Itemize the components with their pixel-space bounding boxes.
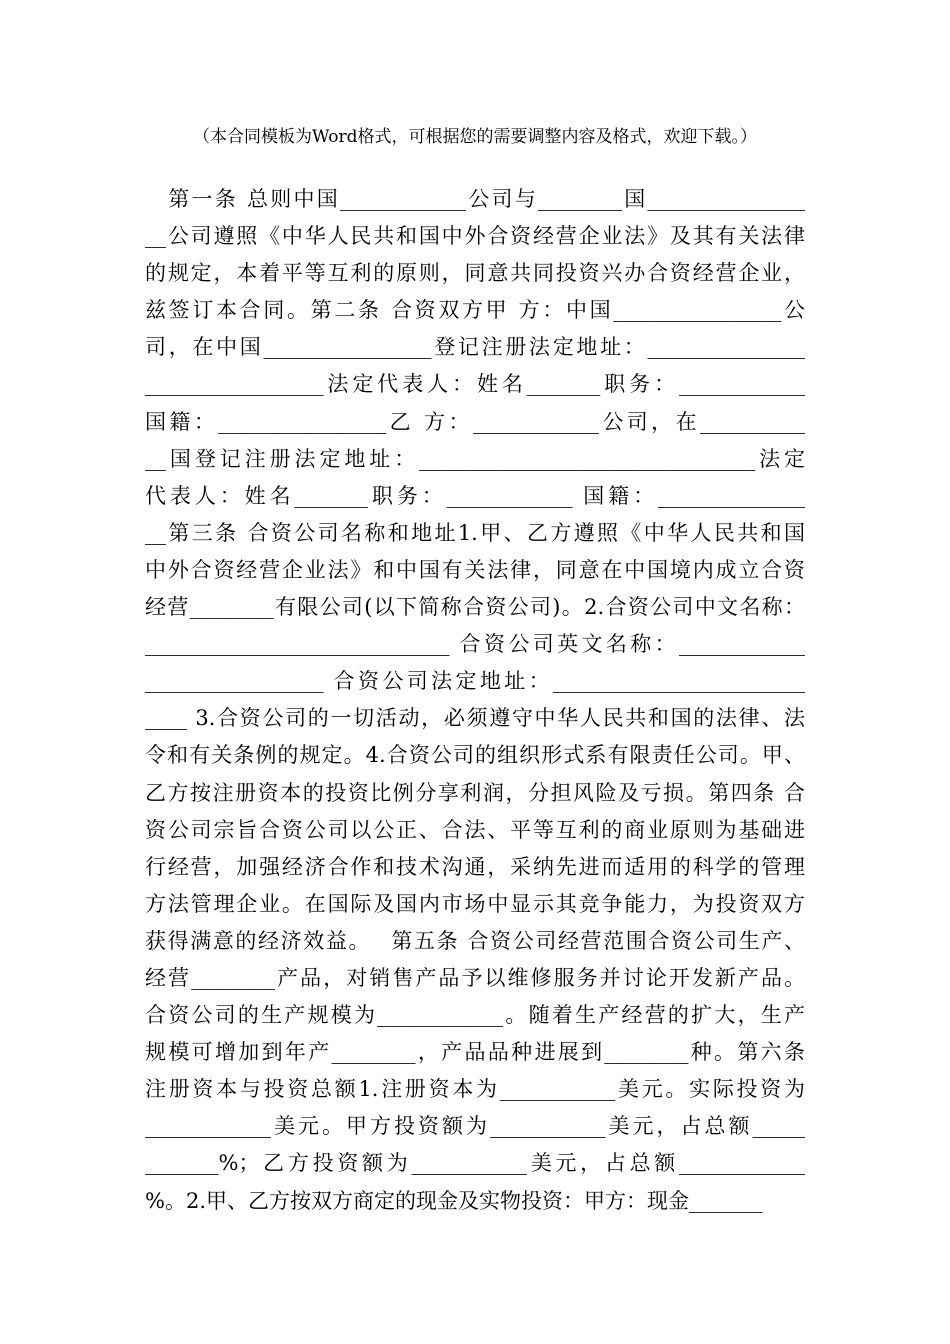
contract-line: 第一条 总则中国____________公司与________国_______________ [145,187,805,211]
contract-line: 资公司宗旨合资公司以公正、合法、平等互利的商业原则为基础进 [145,817,805,842]
contract-line: 经营________有限公司(以下简称合资公司)。2.合资公司中文名称： [145,595,805,620]
contract-line: _________________ 合资公司法定地址：________________________ [145,669,805,694]
contract-line: 方法管理企业。在国际及国内市场中显示其竞争能力，为投资双方 [145,891,805,916]
contract-line: 的规定，本着平等互利的原则，同意共同投资兴办合资经营企业， [145,261,805,286]
contract-line: 司，在中国________________登记注册法定地址：_______________ [145,335,805,360]
contract-line: _____________________________ 合资公司英文名称：____________ [145,632,805,657]
contract-line: 兹签订本合同。第二条 合资双方甲 方：中国________________公 [145,298,805,323]
contract-line: 中外合资经营企业法》和中国有关法律，同意在中国境内成立合资 [145,557,805,582]
contract-line: 乙方按注册资本的投资比例分享利润，分担风险及亏损。第四条 合 [145,780,805,805]
contract-line: 注册资本与投资总额1.注册资本为___________美元。实际投资为 [145,1077,805,1102]
contract-line: __公司遵照《中华人民共和国中外合资经营企业法》及其有关法律 [145,224,805,249]
contract-line: ____________美元。甲方投资额为___________美元，占总额_____ [145,1114,805,1139]
contract-line: _________________法定代表人：姓名_______职务：____________ [145,372,805,397]
contract-body [145,181,805,1220]
contract-line: 获得满意的经济效益。 第五条 合资公司经营范围合资公司生产、 [145,928,805,953]
contract-line: 国籍：________________乙 方：____________公司，在__________ [145,409,805,434]
contract-line: 规模可增加到年产________，产品品种进展到________种。第六条 [145,1040,805,1065]
contract-line: __第三条 合资公司名称和地址1.甲、乙方遵照《中华人民共和国 [145,520,805,545]
contract-line: ____ 3.合资公司的一切活动，必须遵守中华人民共和国的法律、法 [145,706,805,731]
contract-line: %。2.甲、乙方按双方商定的现金及实物投资：甲方：现金_______ [145,1188,763,1213]
contract-line: 令和有关条例的规定。4.合资公司的组织形式系有限责任公司。甲、 [145,743,805,768]
contract-line: __国登记注册法定地址：________________________________法定 [145,446,805,471]
contract-line: 代表人：姓名_______职务：____________ 国籍：______________ [145,483,805,508]
contract-line: _______%；乙方投资额为___________美元，占总额____________ [145,1151,805,1176]
contract-line: 行经营，加强经济合作和技术沟通，采纳先进而适用的科学的管理 [145,854,805,879]
contract-line: 合资公司的生产规模为____________。随着生产经营的扩大，生产 [145,1003,805,1028]
contract-line: 经营________产品，对销售产品予以维修服务并讨论开发新产品。 [145,965,805,990]
template-note: （本合同模板为Word格式，可根据您的需要调整内容及格式，欢迎下载。） [192,127,758,147]
